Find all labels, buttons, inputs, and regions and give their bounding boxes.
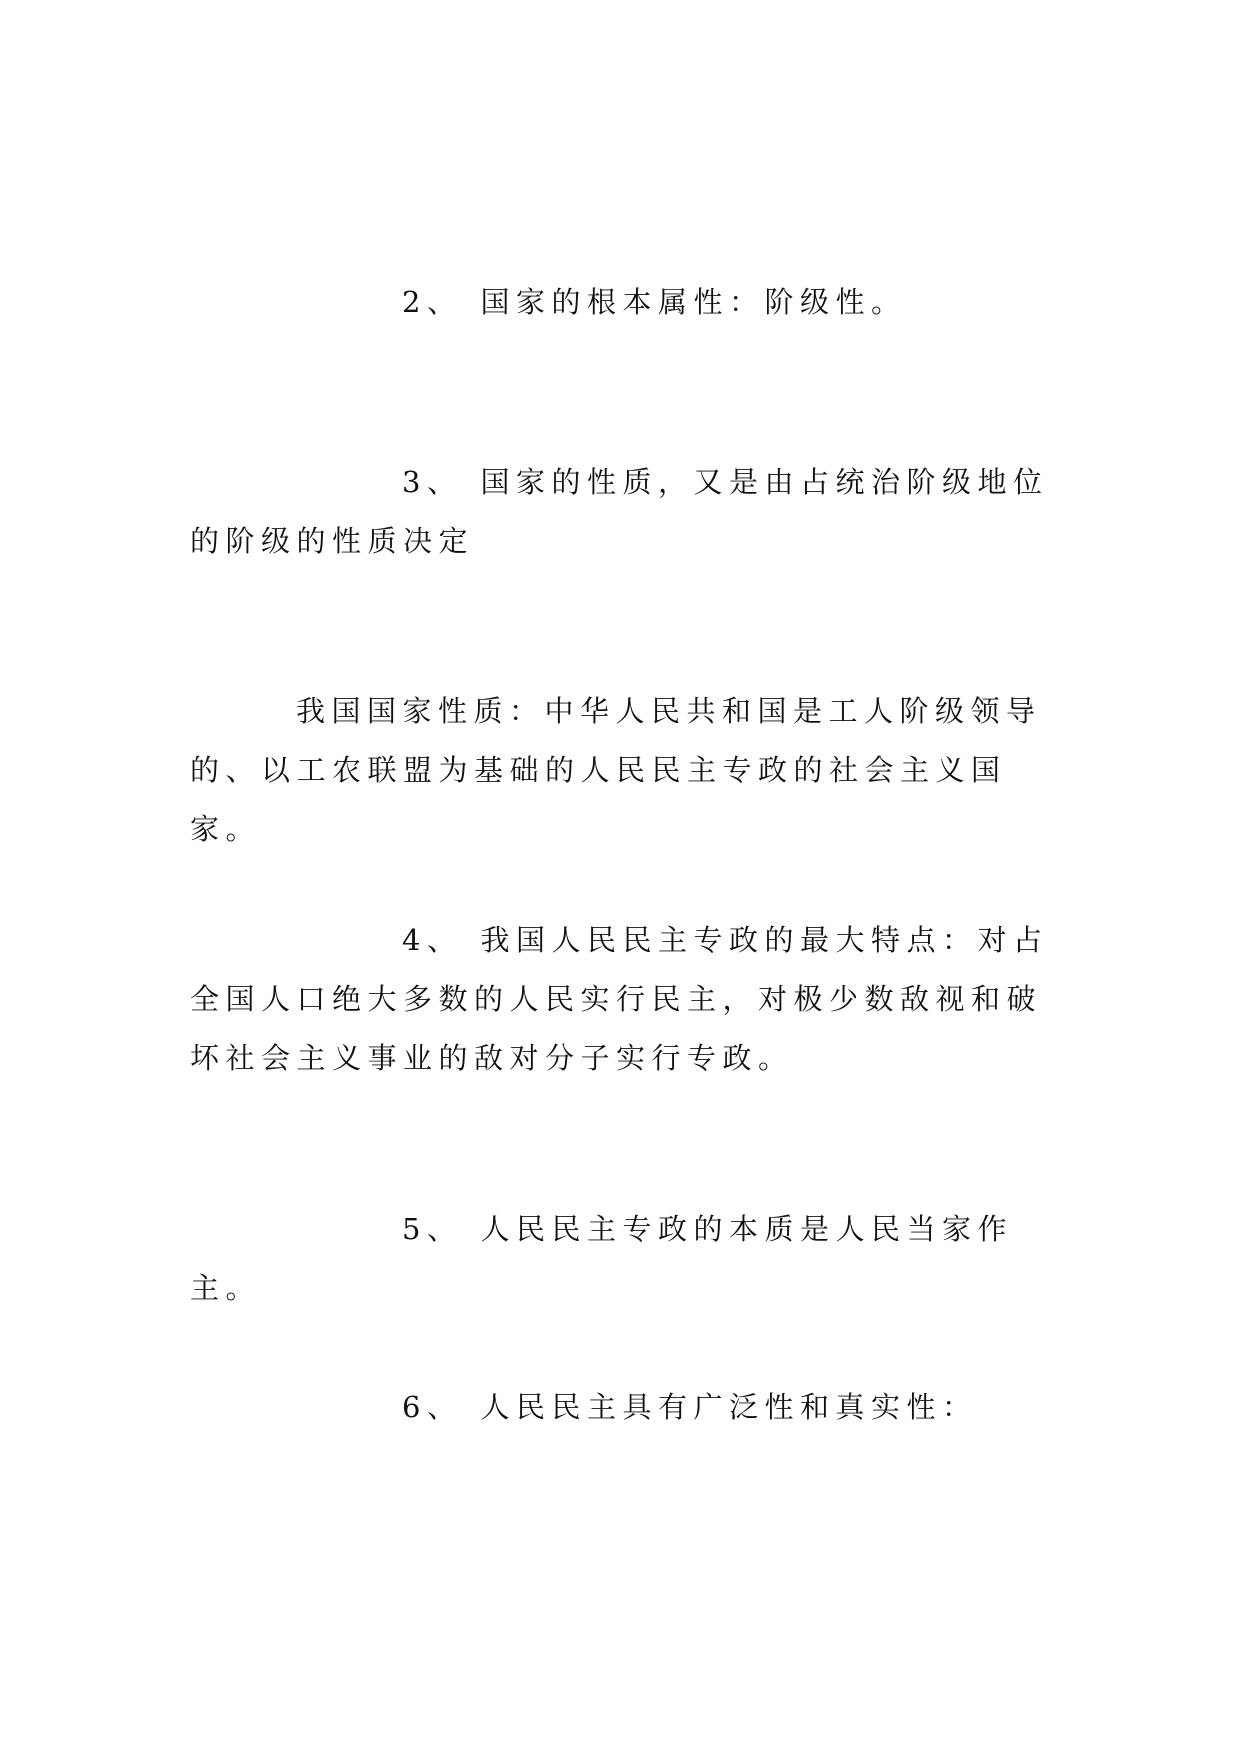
item-number: 3、 xyxy=(402,465,463,499)
paragraph-6 xyxy=(190,1378,1050,1437)
item-number: 4、 xyxy=(402,923,463,957)
paragraph-text: 国家的根本属性：阶级性。 xyxy=(480,285,907,319)
paragraph-text: 我国人民民主专政的最大特点：对占全国人口绝大多数的人民实行民主，对极少数敌视和破坏社会主义事业的敌对分子实行专政。 xyxy=(190,923,1049,1075)
item-number: 2、 xyxy=(402,285,463,319)
paragraph-text: 我国国家性质：中华人民共和国是工人阶级领导的、以工农联盟为基础的人民民主专政的社会主义国家。 xyxy=(190,694,1042,846)
paragraph-5 xyxy=(190,1200,1050,1318)
paragraph-text: 人民民主具有广泛性和真实性： xyxy=(480,1390,978,1424)
item-number: 5、 xyxy=(402,1212,463,1246)
paragraph-4 xyxy=(190,911,1050,1088)
paragraph-2 xyxy=(190,273,1050,332)
item-number: 6、 xyxy=(402,1390,463,1424)
paragraph-text: 人民民主专政的本质是人民当家作主。 xyxy=(190,1212,1013,1305)
paragraph-state-nature xyxy=(190,682,1050,859)
paragraph-text: 国家的性质，又是由占统治阶级地位的阶级的性质决定 xyxy=(190,465,1049,558)
paragraph-3 xyxy=(190,453,1050,571)
